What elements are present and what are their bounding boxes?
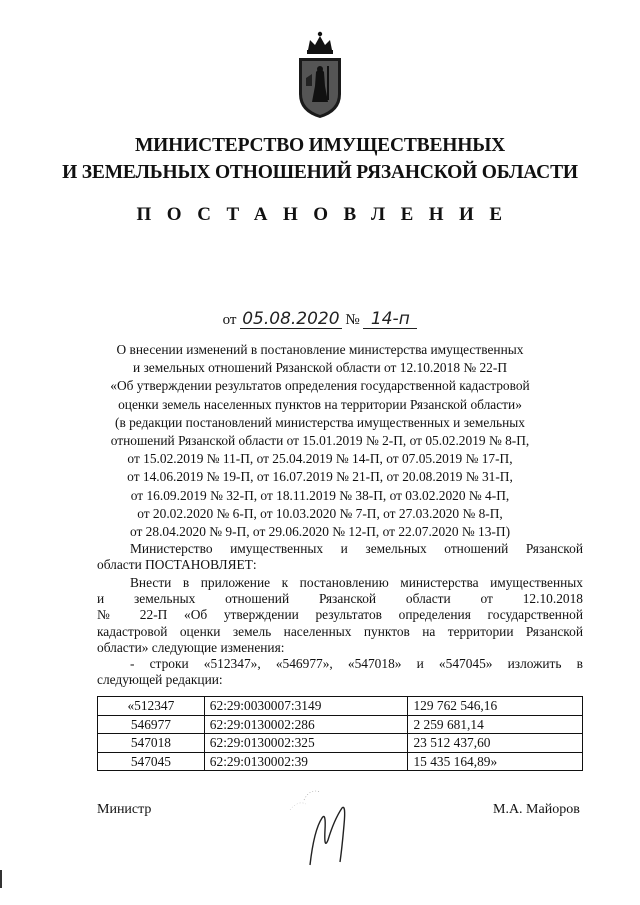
paragraph-line: и земельных отношений Рязанской области от 12.10.2018 bbox=[97, 591, 583, 607]
date-prefix: от bbox=[222, 312, 237, 328]
cadastral-value-cell: 2 259 681,14 bbox=[408, 715, 583, 734]
ministry-name-line1: МИНИСТЕРСТВО ИМУЩЕСТВЕННЫХ bbox=[134, 135, 506, 156]
paragraph-line: области» следующие изменения: bbox=[97, 639, 285, 655]
heading-line: от 15.02.2019 № 11-П, от 25.04.2019 № 14-П, от 07.05.2019 № 17-П, bbox=[127, 451, 513, 467]
signatory-position: Министр bbox=[97, 802, 152, 817]
cadastral-number-cell: 62:29:0130002:325 bbox=[204, 734, 408, 753]
date-number-line bbox=[0, 310, 640, 329]
cadastral-number-cell: 62:29:0030007:3149 bbox=[204, 697, 408, 716]
coat-of-arms-icon bbox=[292, 28, 348, 120]
paragraph-line: - строки «512347», «546977», «547018» и «547045» изложить в bbox=[130, 656, 583, 672]
document-type-title: ПОСТАНОВЛЕНИЕ bbox=[136, 204, 518, 225]
heading-line: О внесении изменений в постановление министерства имущественных bbox=[116, 342, 524, 357]
paragraph-amendment bbox=[97, 575, 583, 688]
document-subject-heading bbox=[40, 341, 600, 541]
heading-line: от 16.09.2019 № 32-П, от 18.11.2019 № 38-П, от 03.02.2020 № 4-П, bbox=[130, 487, 510, 503]
land-plot-code-cell: «512347 bbox=[98, 697, 205, 716]
paragraph-line: кадастровой оценки земель населенных пунктов на территории Рязанской bbox=[97, 623, 583, 639]
heading-line: оценки земель населенных пунктов на территории Рязанской области» bbox=[118, 396, 522, 412]
heading-line: (в редакции постановлений министерства имущественных и земельных bbox=[114, 414, 525, 430]
number-sign: № bbox=[345, 312, 360, 328]
scan-edge-mark bbox=[0, 870, 2, 888]
table-row bbox=[98, 715, 583, 734]
land-plot-code-cell: 546977 bbox=[98, 715, 205, 734]
table-row bbox=[98, 752, 583, 771]
paragraph-line: Министерство имущественных и земельных отношений Рязанской bbox=[130, 541, 583, 556]
cadastral-number-cell: 62:29:0130002:286 bbox=[204, 715, 408, 734]
cadastral-number-cell: 62:29:0130002:39 bbox=[204, 752, 408, 771]
handwritten-signature bbox=[270, 770, 390, 890]
paragraph-line: области ПОСТАНОВЛЯЕТ: bbox=[97, 557, 257, 573]
amendment-table bbox=[97, 696, 583, 771]
paragraph-line: Внести в приложение к постановлению министерства имущественных bbox=[130, 575, 583, 590]
paragraph-line: следующей редакции: bbox=[97, 672, 223, 688]
handwritten-date: 05.08.2020 bbox=[242, 309, 340, 329]
handwritten-number: 14-п bbox=[363, 310, 417, 329]
land-plot-code-cell: 547018 bbox=[98, 734, 205, 753]
ministry-name-line2: И ЗЕМЕЛЬНЫХ ОТНОШЕНИЙ РЯЗАНСКОЙ ОБЛАСТИ bbox=[62, 162, 578, 183]
heading-line: «Об утверждении результатов определения государственной кадастровой bbox=[110, 378, 530, 394]
cadastral-value-cell: 15 435 164,89» bbox=[408, 752, 583, 771]
cadastral-value-cell: 23 512 437,60 bbox=[408, 734, 583, 753]
table-row bbox=[98, 734, 583, 753]
paragraph-resolves bbox=[97, 541, 583, 573]
heading-line: от 28.04.2020 № 9-П, от 29.06.2020 № 12-П, от 22.07.2020 № 13-П) bbox=[129, 524, 511, 540]
land-plot-code-cell: 547045 bbox=[98, 752, 205, 771]
signatory-name: М.А. Майоров bbox=[493, 802, 580, 817]
table-row bbox=[98, 697, 583, 716]
heading-line: от 14.06.2019 № 19-П, от 16.07.2019 № 21-П, от 20.08.2019 № 31-П, bbox=[127, 469, 513, 485]
heading-line: от 20.02.2020 № 6-П, от 10.03.2020 № 7-П, от 27.03.2020 № 8-П, bbox=[137, 505, 503, 521]
paragraph-line: № 22-П «Об утверждении результатов определения государственной bbox=[97, 607, 583, 623]
cadastral-value-cell: 129 762 546,16 bbox=[408, 697, 583, 716]
heading-line: и земельных отношений Рязанской области от 12.10.2018 № 22-П bbox=[132, 360, 508, 376]
heading-line: отношений Рязанской области от 15.01.2019 № 2-П, от 05.02.2019 № 8-П, bbox=[110, 433, 530, 449]
